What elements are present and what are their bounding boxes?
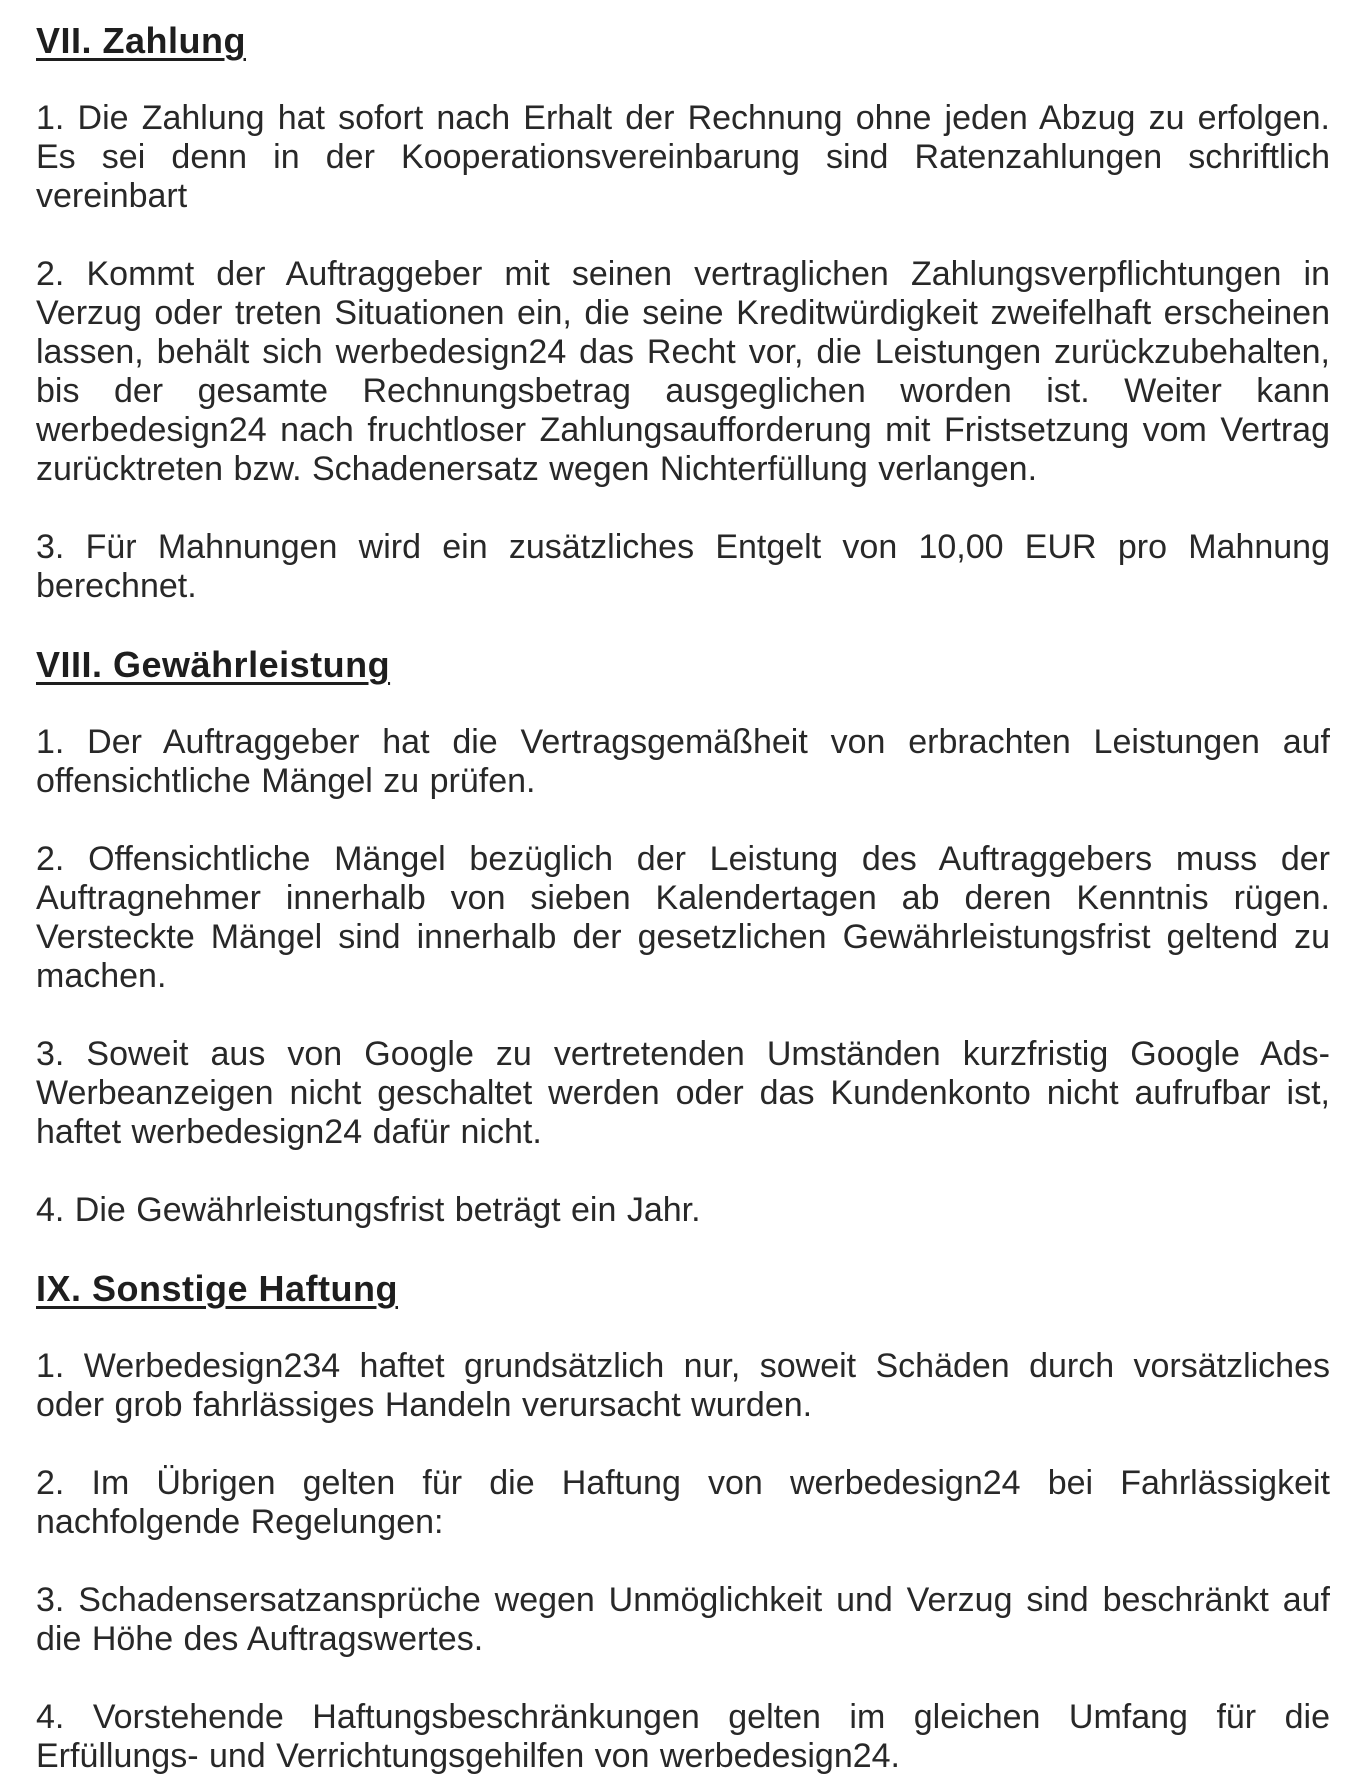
section-zahlung bbox=[36, 21, 1330, 606]
paragraph-haftung-1: 1. Werbedesign234 haftet grundsätzlich nur, soweit Schäden durch vorsätzliches oder grob fahrlässiges Handeln verursacht wurden. bbox=[36, 1347, 1330, 1424]
section-gewaehrleistung bbox=[36, 645, 1330, 1230]
paragraph-haftung-4: 4. Vorstehende Haftungsbeschränkungen gelten im gleichen Umfang für die Erfüllungs- und Verrichtungsgehilfen von werbedesign24. bbox=[36, 1698, 1330, 1775]
section-heading-gewaehrleistung: VIII. Gewährleistung bbox=[36, 644, 391, 685]
paragraph-zahlung-1: 1. Die Zahlung hat sofort nach Erhalt der Rechnung ohne jeden Abzug zu erfolgen. Es sei denn in der Kooperationsvereinbarung sind Ratenzahlungen schriftlich vereinbart bbox=[36, 99, 1330, 215]
paragraph-gewaehrleistung-1: 1. Der Auftraggeber hat die Vertragsgemäßheit von erbrachten Leistungen auf offensichtliche Mängel zu prüfen. bbox=[36, 723, 1330, 800]
paragraph-zahlung-3: 3. Für Mahnungen wird ein zusätzliches Entgelt von 10,00 EUR pro Mahnung berechnet. bbox=[36, 528, 1330, 605]
paragraph-haftung-3: 3. Schadensersatzansprüche wegen Unmöglichkeit und Verzug sind beschränkt auf die Höhe des Auftragswertes. bbox=[36, 1581, 1330, 1658]
section-sonstige-haftung bbox=[36, 1269, 1330, 1776]
section-heading-sonstige-haftung: IX. Sonstige Haftung bbox=[36, 1268, 399, 1309]
paragraph-gewaehrleistung-3: 3. Soweit aus von Google zu vertretenden Umständen kurzfristig Google Ads-Werbeanzeigen nicht geschaltet werden oder das Kundenkonto nicht aufrufbar ist, haftet werbedesign24 dafür nicht. bbox=[36, 1035, 1330, 1151]
paragraph-zahlung-2: 2. Kommt der Auftraggeber mit seinen vertraglichen Zahlungsverpflichtungen in Verzug oder treten Situationen ein, die seine Kreditwürdigkeit zweifelhaft erscheinen lassen, behält sich werbedesign24 das Recht vor, die Leistungen zurückzubehalten, bis der gesamte Rechnungsbetrag ausgeglichen worden ist. Weiter kann werbedesign24 nach fruchtloser Zahlungsaufforderung mit Fristsetzung vom Vertrag zurücktreten bzw. Schadenersatz wegen Nichterfüllung verlangen. bbox=[36, 255, 1330, 488]
paragraph-gewaehrleistung-2: 2. Offensichtliche Mängel bezüglich der Leistung des Auftraggebers muss der Auftragnehmer innerhalb von sieben Kalendertagen ab deren Kenntnis rügen. Versteckte Mängel sind innerhalb der gesetzlichen Gewährleistungsfrist geltend zu machen. bbox=[36, 840, 1330, 995]
section-heading-zahlung: VII. Zahlung bbox=[36, 20, 246, 61]
paragraph-haftung-2: 2. Im Übrigen gelten für die Haftung von werbedesign24 bei Fahrlässigkeit nachfolgende Regelungen: bbox=[36, 1464, 1330, 1541]
paragraph-gewaehrleistung-4: 4. Die Gewährleistungsfrist beträgt ein Jahr. bbox=[36, 1191, 701, 1229]
